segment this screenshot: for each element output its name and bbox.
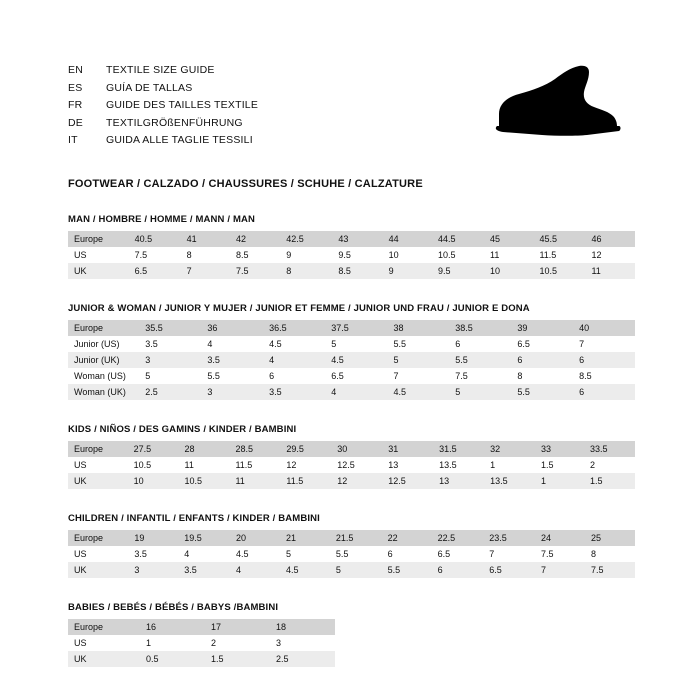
cell: 3.5 (201, 352, 263, 368)
cell: 11 (184, 460, 194, 470)
cell: 6 (573, 384, 635, 400)
size-table-man (68, 231, 635, 279)
header-cell: 19 (128, 530, 178, 546)
row-label: UK (68, 651, 140, 667)
header-cell: 23.5 (483, 530, 535, 546)
cell: 8 (590, 549, 596, 559)
cell: 6 (573, 352, 635, 368)
cell: 10.5 (438, 250, 456, 260)
table-row (68, 336, 635, 352)
table-header-row (68, 231, 635, 247)
cell: 5 (285, 549, 291, 559)
language-title: TEXTILGRÖßENFÜHRUNG (106, 116, 243, 129)
cell: 7.5 (230, 263, 280, 279)
cell: 11 (229, 473, 280, 489)
cell: 7.5 (134, 250, 148, 260)
cell: 11.5 (539, 250, 557, 260)
cell: 4 (325, 384, 387, 400)
table-row (68, 546, 635, 562)
cell: 3.5 (134, 549, 147, 559)
header-cell: 24 (535, 530, 585, 546)
cell: 13 (433, 473, 484, 489)
cell: 7 (579, 339, 585, 349)
cell: 9.5 (338, 250, 351, 260)
row-label: Woman (US) (74, 371, 126, 381)
table-header-row (68, 320, 635, 336)
header-cell: 38 (387, 320, 449, 336)
header-cell: 27.5 (128, 441, 179, 457)
header-cell: 20 (230, 530, 280, 546)
cell: 11.5 (280, 473, 331, 489)
cell: 1.5 (540, 460, 554, 470)
table-row (68, 247, 635, 263)
header-cell: 43 (332, 231, 382, 247)
cell: 4 (263, 352, 325, 368)
footwear-heading: FOOTWEAR / CALZADO / CHAUSSURES / SCHUHE / CALZATURE (68, 178, 423, 190)
header-cell: 45.5 (533, 231, 585, 247)
row-label: UK (68, 562, 128, 578)
cell: 7 (489, 549, 495, 559)
language-title: GUIDE DES TAILLES TEXTILE (106, 99, 259, 111)
cell: 4 (230, 562, 280, 578)
cell: 4 (184, 549, 190, 559)
table-header-row (68, 441, 635, 457)
cell: 5 (449, 384, 511, 400)
cell: 10.5 (179, 473, 230, 489)
header-cell: 25 (585, 530, 635, 546)
cell: 6.5 (483, 562, 535, 578)
language-code: IT (68, 134, 78, 146)
cell: 9.5 (432, 263, 484, 279)
cell: 10 (484, 263, 533, 279)
header-cell: 22.5 (432, 530, 484, 546)
header-cell: 18 (270, 619, 335, 635)
cell: 9 (286, 250, 292, 260)
language-code: FR (68, 99, 83, 111)
cell: 2 (211, 638, 217, 648)
cell: 7 (393, 371, 399, 381)
header-cell: 35.5 (139, 320, 201, 336)
section-title: CHILDREN / INFANTIL / ENFANTS / KINDER / BAMBINI (68, 513, 320, 524)
cell: 1 (146, 638, 152, 648)
cell: 7.5 (541, 549, 554, 559)
header-cell: Europe (68, 619, 140, 635)
row-label: UK (68, 473, 128, 489)
cell: 1 (535, 473, 584, 489)
header-cell: 33 (535, 441, 584, 457)
cell: 5 (330, 562, 382, 578)
header-cell: Europe (68, 530, 128, 546)
cell: 4 (207, 339, 213, 349)
cell: 1.5 (205, 651, 270, 667)
dress-shoe-icon (437, 64, 627, 142)
cell: 12 (286, 460, 297, 470)
cell: 6 (432, 562, 484, 578)
cell: 1.5 (584, 473, 635, 489)
section-title: JUNIOR & WOMAN / JUNIOR Y MUJER / JUNIOR ET FEMME / JUNIOR UND FRAU / JUNIOR E DONA (68, 303, 530, 314)
cell: 6.5 (331, 371, 344, 381)
table-header-row (68, 530, 635, 546)
header-cell: Europe (68, 320, 139, 336)
header-cell: 45 (484, 231, 533, 247)
header-cell: Europe (68, 441, 128, 457)
header-cell: 28.5 (229, 441, 280, 457)
header-cell: 31 (382, 441, 433, 457)
cell: 3 (276, 638, 282, 648)
header-cell: 41 (181, 231, 230, 247)
header-cell: 32 (484, 441, 535, 457)
cell: 7.5 (585, 562, 635, 578)
cell: 10 (388, 250, 399, 260)
language-title: GUÍA DE TALLAS (106, 81, 193, 94)
cell: 2.5 (270, 651, 335, 667)
cell: 3.5 (178, 562, 230, 578)
header-cell: Europe (68, 231, 129, 247)
cell: 5.5 (511, 384, 573, 400)
cell: 5 (387, 352, 449, 368)
cell: 5.5 (207, 371, 220, 381)
header-cell: 30 (331, 441, 382, 457)
table-row (68, 635, 335, 651)
cell: 10.5 (133, 460, 152, 470)
section-man (68, 214, 635, 279)
cell: 4.5 (235, 549, 249, 559)
header-cell: 36 (201, 320, 263, 336)
cell: 5.5 (335, 549, 349, 559)
cell: 2 (590, 460, 596, 470)
cell: 3 (128, 562, 178, 578)
section-title: MAN / HOMBRE / HOMME / MANN / MAN (68, 214, 256, 225)
header-cell: 40.5 (129, 231, 181, 247)
cell: 4.5 (325, 352, 387, 368)
cell: 12.5 (382, 473, 433, 489)
header-cell: 17 (205, 619, 270, 635)
cell: 8.5 (332, 263, 382, 279)
header-cell: 46 (585, 231, 635, 247)
table-row (68, 368, 635, 384)
size-table-children (68, 530, 635, 578)
cell: 6 (387, 549, 393, 559)
header-cell: 19.5 (178, 530, 230, 546)
header-cell: 38.5 (449, 320, 511, 336)
size-table-babies (68, 619, 335, 667)
section-babies (68, 602, 635, 667)
header-cell: 40 (573, 320, 635, 336)
row-label: US (74, 250, 87, 260)
cell: 8.5 (579, 371, 592, 381)
language-title: GUIDA ALLE TAGLIE TESSILI (106, 134, 253, 146)
cell: 8 (280, 263, 332, 279)
row-label: Woman (UK) (68, 384, 139, 400)
cell: 4.5 (269, 339, 282, 349)
table-row (68, 384, 635, 400)
cell: 2.5 (139, 384, 201, 400)
header-cell: 44.5 (432, 231, 484, 247)
cell: 3 (139, 352, 201, 368)
language-code: DE (68, 116, 83, 129)
header-cell: 37.5 (325, 320, 387, 336)
cell: 1 (490, 460, 496, 470)
row-label: US (74, 460, 87, 470)
cell: 11 (490, 250, 500, 260)
table-row (68, 457, 635, 473)
cell: 6.5 (129, 263, 181, 279)
table-row (68, 473, 635, 489)
header-cell: 28 (179, 441, 230, 457)
header-cell: 22 (382, 530, 432, 546)
cell: 6.5 (517, 339, 530, 349)
cell: 8.5 (236, 250, 249, 260)
cell: 0.5 (140, 651, 205, 667)
cell: 8 (186, 250, 192, 260)
table-header-row (68, 619, 335, 635)
header-cell: 31.5 (433, 441, 484, 457)
size-table-junior-woman (68, 320, 635, 400)
header-cell: 16 (140, 619, 205, 635)
cell: 12 (331, 473, 382, 489)
cell: 6.5 (437, 549, 451, 559)
header-cell: 44 (383, 231, 432, 247)
cell: 5 (145, 371, 151, 381)
language-code: EN (68, 64, 83, 76)
cell: 7.5 (455, 371, 468, 381)
table-row (68, 562, 635, 578)
cell: 5.5 (382, 562, 432, 578)
language-title: TEXTILE SIZE GUIDE (106, 64, 215, 76)
row-label: US (74, 549, 87, 559)
cell: 5.5 (393, 339, 406, 349)
header-cell: 39 (511, 320, 573, 336)
cell: 6 (455, 339, 461, 349)
section-children (68, 513, 635, 578)
row-label: Junior (UK) (68, 352, 139, 368)
section-title: BABIES / BEBÉS / BÉBÉS / BABYS /BAMBINI (68, 602, 279, 613)
language-code: ES (68, 81, 83, 94)
row-label: UK (68, 263, 129, 279)
header-cell: 21.5 (330, 530, 382, 546)
section-title: KIDS / NIÑOS / DES GAMINS / KINDER / BAMBINI (68, 424, 297, 435)
cell: 6 (269, 371, 275, 381)
cell: 5 (331, 339, 337, 349)
header-cell: 33.5 (584, 441, 635, 457)
table-row (68, 263, 635, 279)
cell: 13.5 (484, 473, 535, 489)
cell: 4.5 (280, 562, 330, 578)
page-header (68, 62, 635, 162)
row-label: Junior (US) (74, 339, 120, 349)
header-cell: 21 (280, 530, 330, 546)
cell: 12 (591, 250, 602, 260)
cell: 7 (181, 263, 230, 279)
cell: 8 (517, 371, 523, 381)
header-cell: 29.5 (280, 441, 331, 457)
cell: 5.5 (449, 352, 511, 368)
cell: 6 (511, 352, 573, 368)
cell: 13 (388, 460, 399, 470)
cell: 11 (585, 263, 635, 279)
cell: 10 (128, 473, 179, 489)
header-cell: 42 (230, 231, 280, 247)
cell: 3.5 (263, 384, 325, 400)
size-table-kids (68, 441, 635, 489)
cell: 3 (201, 384, 263, 400)
cell: 13.5 (439, 460, 457, 470)
cell: 12.5 (337, 460, 355, 470)
cell: 4.5 (387, 384, 449, 400)
cell: 3.5 (145, 339, 158, 349)
cell: 9 (383, 263, 432, 279)
table-row (68, 352, 635, 368)
cell: 10.5 (533, 263, 585, 279)
section-junior-woman (68, 303, 635, 400)
cell: 7 (535, 562, 585, 578)
header-cell: 36.5 (263, 320, 325, 336)
row-label: US (74, 638, 87, 648)
table-row (68, 651, 335, 667)
header-cell: 42.5 (280, 231, 332, 247)
section-kids (68, 424, 635, 489)
cell: 11.5 (235, 460, 253, 470)
